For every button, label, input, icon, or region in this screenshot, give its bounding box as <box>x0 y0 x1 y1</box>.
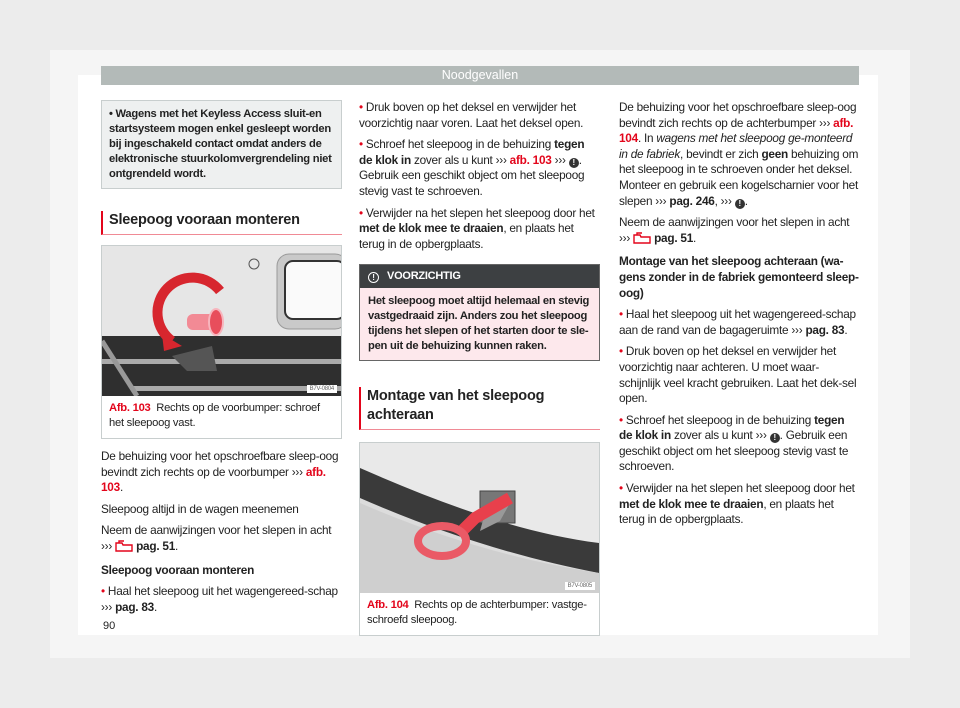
paragraph <box>619 100 860 209</box>
figure-103 <box>101 245 342 439</box>
text-span: , bevindt er zich <box>680 146 762 161</box>
text-span: . <box>153 599 158 614</box>
text-span: De behuizing voor het opschroefbare sleep-oog bevindt zich rechts op de achterbumper ››› <box>619 100 857 130</box>
paragraph <box>101 523 342 556</box>
text-span: , en plaats het terug in de opbergplaats. <box>619 496 834 527</box>
text-span: ››› <box>551 152 569 167</box>
caution-text: Het sleepoog moet altijd helemaal en stevig vastgedraaid zijn. Anders zou het sleepoog tijdens het slepen of het starten door te sle-pen uit de behuizing kunnen raken. <box>368 295 590 353</box>
text-span: Neem de aanwijzingen voor het slepen in acht ››› <box>619 215 850 245</box>
caption-text: Rechts op de achterbumper: vastge-schroefd sleepoog. <box>367 599 587 627</box>
figure-link[interactable]: afb. 104 <box>619 115 854 146</box>
text-span: Druk boven op het deksel en verwijder het voorzichtig naar voren. Laat het deksel open. <box>359 100 584 130</box>
front-bumper-image <box>102 246 341 396</box>
image-code: B7V-0805 <box>565 582 595 590</box>
book-icon <box>633 232 651 249</box>
text-span: pag. 51 <box>133 538 176 553</box>
warning-icon: ! <box>569 158 579 168</box>
caution-icon: ! <box>368 272 379 283</box>
text-span: . In <box>637 131 657 146</box>
paragraph <box>619 254 860 301</box>
text-span: tegen de klok in <box>359 137 585 167</box>
text-span: pag. 51 <box>651 230 694 245</box>
text-span: Schroef het sleepoog in de behuizing <box>625 412 815 427</box>
text-span: . Gebruik een geschikt object om het sleepoog stevig vast te schroeven. <box>359 152 585 198</box>
book-icon <box>115 540 133 557</box>
text-span: Sleepoog vooraan monteren <box>101 562 255 577</box>
bullet: • <box>359 100 366 114</box>
left-column <box>101 100 342 621</box>
bullet: • <box>619 307 626 322</box>
text-span: Haal het sleepoog uit het wagengereed-schap ››› <box>101 584 338 614</box>
paragraph <box>359 137 600 199</box>
text-span: wagens met het sleepoog ge-monteerd in de fabriek <box>619 131 853 161</box>
paragraph <box>101 563 342 579</box>
figure-label: Afb. 104 <box>367 599 409 612</box>
paragraph <box>359 206 600 253</box>
right-column <box>619 100 860 534</box>
right-body <box>619 100 860 528</box>
text-span: pag. 246 <box>669 193 715 208</box>
paragraph <box>101 449 342 496</box>
caption-text: Rechts op de voorbumper: schroef het sleepoog vast. <box>109 402 320 429</box>
text-span: Verwijder na het slepen het sleepoog door het <box>625 481 855 496</box>
text-span: Neem de aanwijzingen voor het slepen in acht ››› <box>101 523 332 553</box>
paragraph <box>359 100 600 131</box>
text-span: met de klok mee te draaien <box>619 496 764 511</box>
section-header: Noodgevallen <box>101 66 859 85</box>
figure-caption <box>360 593 599 635</box>
text-span: zover als u kunt ››› <box>670 428 770 443</box>
caution-box <box>359 264 600 361</box>
bullet: • <box>619 344 626 359</box>
text-span: Montage van het sleepoog achteraan (wa-gens zonder in de fabriek gemonteerd sleep-oog) <box>619 254 859 300</box>
text-span: Haal het sleepoog uit het wagengereed-schap aan de rand van de bagageruimte ››› <box>619 307 856 337</box>
figure-caption <box>102 396 341 438</box>
left-body <box>101 449 342 615</box>
text-span: . <box>744 193 748 208</box>
text-span: pag. 83 <box>115 599 154 614</box>
figure-link[interactable]: afb. 103 <box>509 152 552 167</box>
text-span: Verwijder na het slepen het sleepoog door het <box>365 205 595 220</box>
figure-link[interactable]: afb. 103 <box>101 464 326 495</box>
paragraph <box>619 413 860 475</box>
warning-icon: ! <box>735 199 745 209</box>
text-span: , en plaats het terug in de opbergplaats. <box>359 221 574 251</box>
page-number: 90 <box>103 620 116 632</box>
bullet: • <box>359 137 366 152</box>
text-span: ››› <box>291 464 306 479</box>
section-heading: Montage van het sleepoog achteraan <box>359 387 600 430</box>
text-span: geen <box>761 146 788 161</box>
figure-label: Afb. 103 <box>109 402 151 414</box>
figure-104 <box>359 442 600 636</box>
text-span: . <box>119 480 123 495</box>
bullet: • <box>359 205 366 220</box>
text-span: pag. 83 <box>805 322 845 337</box>
middle-column <box>359 100 600 636</box>
text-span: De behuizing voor het opschroefbare sleep-oog bevindt zich rechts op de voorbumper <box>101 449 339 479</box>
paragraph <box>101 502 342 518</box>
text-span: . Gebruik een geschikt object om het sleepoog stevig vast te schroeven. <box>619 428 849 474</box>
text-span: , ››› <box>714 193 735 208</box>
bullet: • <box>619 481 626 496</box>
paragraph <box>101 584 342 615</box>
text-span: • Wagens met het Keyless Access sluit-en startsysteem mogen enkel gesleept worden bij ingeschakeld contact omdat anders de elektronische stuurkolomvergrendeling niet ontgrendeld wordt. <box>109 108 332 180</box>
image-code: B7V-0804 <box>307 385 337 393</box>
bullet: • <box>101 584 108 599</box>
bullet: • <box>619 412 626 427</box>
text-span: tegen de klok in <box>619 412 845 443</box>
paragraph <box>619 307 860 338</box>
warning-icon: ! <box>770 433 780 443</box>
paragraph <box>619 215 860 248</box>
section-heading: Sleepoog vooraan monteren <box>101 211 342 235</box>
note-box <box>101 100 342 189</box>
text-span: behuizing om het sleepoog in te schroeven onder het deksel. Monteer en gebruik een kogelscharnier voor het slepen ››› <box>619 146 859 208</box>
text-span: met de klok mee te draaien <box>359 221 504 236</box>
paragraph <box>619 481 860 528</box>
text-span: Sleepoog altijd in de wagen meenemen <box>101 501 299 516</box>
caution-header <box>360 265 599 288</box>
text-span: . <box>693 230 697 245</box>
rear-bumper-image <box>360 443 599 593</box>
text-span: . <box>844 322 848 337</box>
text-span: zover als u kunt ››› <box>410 152 510 167</box>
text-span: Schroef het sleepoog in de behuizing <box>365 137 555 152</box>
text-span: . <box>175 538 179 553</box>
middle-body <box>359 100 600 252</box>
caution-title: VOORZICHTIG <box>387 270 461 283</box>
paragraph <box>619 344 860 406</box>
text-span: Druk boven op het deksel en verwijder het voorzichtig naar achteren. U moet waar-schijnlijk veel kracht gebruiken. Laat het dek-sel open. <box>619 344 857 406</box>
